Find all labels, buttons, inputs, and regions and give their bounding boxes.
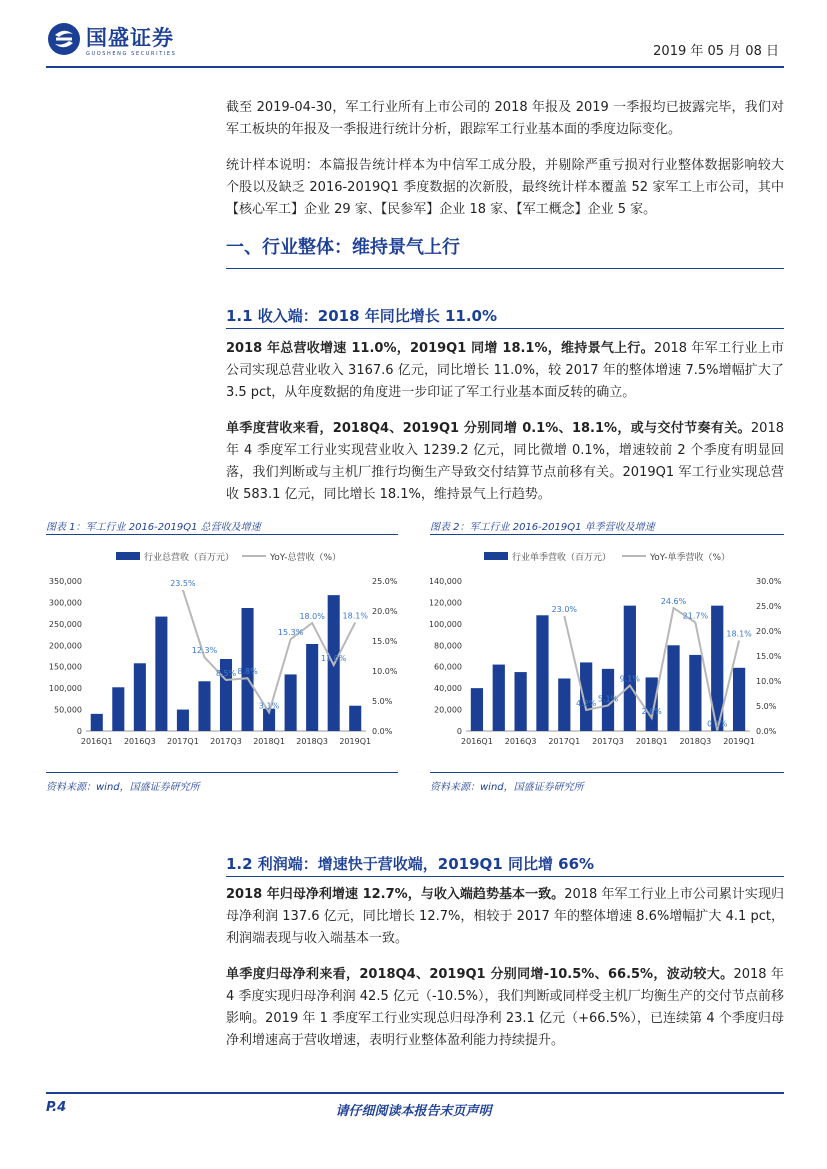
- bar-2018Q2: [285, 674, 297, 731]
- section-1-2-body: [226, 884, 784, 1052]
- y-left-tick-label: 300,000: [48, 598, 82, 608]
- bar-2019Q1: [733, 668, 745, 731]
- y-left-tick-label: 0: [76, 727, 82, 736]
- report-date: 2019 年 05 月 08 日: [653, 44, 779, 59]
- y-right-tick-label: 20.0%: [372, 607, 398, 616]
- y-right-tick-label: 0.0%: [756, 727, 777, 736]
- figure-2-title-divider: [430, 534, 784, 535]
- bar-2017Q2: [198, 681, 210, 731]
- bar-2016Q4: [155, 617, 167, 731]
- bar-2018Q3: [306, 644, 318, 731]
- guosheng-logo-icon: [46, 22, 82, 56]
- y-left-tick-label: 350,000: [48, 577, 82, 586]
- yoy-point-label: 23.0%: [551, 605, 578, 614]
- yoy-point-label: 3.1%: [258, 701, 280, 711]
- y-left-tick-label: 100,000: [48, 684, 82, 694]
- y-right-tick-label: 30.0%: [756, 577, 782, 586]
- bar-2016Q4: [536, 615, 548, 731]
- page-number: P.4: [46, 1100, 67, 1115]
- bar-2016Q3: [134, 663, 146, 731]
- y-left-tick-label: 200,000: [48, 641, 82, 651]
- footer-disclaimer: 请仔细阅读本报告末页声明: [335, 1104, 492, 1119]
- bar-2018Q1: [646, 677, 658, 731]
- yoy-point-label: 0.1%: [707, 719, 728, 729]
- revenue-paragraph-1-lead: 2018 年总营收增速 11.0%，2019Q1 同增 18.1%，维持景气上行。: [226, 341, 654, 356]
- legend-line-label: YoY-单季营收（%）: [650, 553, 731, 563]
- y-left-tick-label: 100,000: [430, 619, 462, 629]
- header-divider: [46, 66, 784, 68]
- brand-name: 国盛证券: [86, 26, 174, 50]
- x-tick-label: 2018Q1: [253, 737, 285, 746]
- bar-2017Q1: [558, 679, 570, 732]
- profit-paragraph-1-text: 2018 年军工行业上市公司累计实现归母净利润 137.6 亿元，同比增长 12.7%，相较于 2017 年的整体增速 8.6%增幅扩大 4.1 pct，利润端表现与收入端基本一致。: [226, 887, 784, 946]
- intro-section: [226, 97, 784, 221]
- x-tick-label: 2016Q1: [461, 737, 493, 746]
- y-right-tick-label: 25.0%: [372, 577, 398, 586]
- y-right-tick-label: 25.0%: [756, 602, 782, 611]
- yoy-point-label: 4.2%: [575, 699, 597, 708]
- bar-2018Q2: [667, 645, 679, 731]
- figure-1-source-divider: [46, 772, 398, 773]
- y-left-tick-label: 120,000: [430, 598, 462, 608]
- brand-subtitle: GUOSHENG SECURITIES: [86, 51, 177, 57]
- section-1-2-heading: 1.2 利润端：增速快于营收端，2019Q1 同比增 66%: [226, 855, 595, 873]
- bar-2016Q2: [112, 687, 124, 731]
- x-tick-label: 2019Q1: [339, 737, 372, 746]
- bar-2016Q1: [91, 714, 103, 731]
- figure-2-source-divider: [430, 772, 784, 773]
- y-left-tick-label: 60,000: [434, 662, 462, 672]
- page-header: [0, 0, 827, 80]
- bar-2018Q3: [689, 655, 701, 731]
- revenue-paragraph-2: [226, 418, 784, 506]
- legend-bar-label: 行业总营收（百万元）: [144, 553, 235, 563]
- y-left-tick-label: 40,000: [434, 684, 462, 694]
- section-1-1-divider: [226, 328, 784, 329]
- profit-paragraph-1: [226, 884, 784, 950]
- revenue-paragraph-1-text: 2018 年军工行业上市公司实现总营业收入 3167.6 亿元，同比增长 11.0%，较 2017 年的整体增速 7.5%增幅扩大了 3.5 pct，从年度数据的角度进一步印证了军工行业基本面反转的确立。: [226, 341, 785, 400]
- x-tick-label: 2019Q1: [723, 737, 755, 746]
- yoy-point-label: 12.3%: [191, 646, 218, 656]
- x-tick-label: 2017Q1: [167, 737, 199, 746]
- yoy-point-label: 8.5%: [215, 669, 237, 678]
- x-tick-label: 2016Q3: [123, 737, 156, 746]
- chart-total-revenue-svg: [46, 545, 398, 767]
- legend-bar-swatch: [484, 552, 508, 560]
- yoy-point-label: 2.6%: [641, 707, 662, 716]
- bar-2017Q1: [177, 710, 189, 731]
- revenue-paragraph-2-lead: 单季度营收来看，2018Q4、2019Q1 分别同增 0.1%、18.1%，或与交付节奏有关。: [226, 421, 751, 436]
- y-left-tick-label: 0: [456, 727, 462, 736]
- figure-1-source: 资料来源：wind，国盛证券研究所: [46, 782, 200, 793]
- figure-1-title: 图表 1：军工行业 2016-2019Q1 总营收及增速: [46, 522, 261, 533]
- x-tick-label: 2018Q3: [679, 737, 712, 746]
- y-left-tick-label: 140,000: [430, 577, 462, 586]
- yoy-point-label: 23.5%: [170, 579, 196, 588]
- y-left-tick-label: 150,000: [48, 662, 82, 672]
- yoy-point-label: 9.1%: [619, 674, 641, 684]
- figure-2-source: 资料来源：wind，国盛证券研究所: [430, 782, 584, 793]
- section-1-2-divider: [226, 876, 784, 877]
- bar-2019Q1: [349, 706, 361, 731]
- x-tick-label: 2018Q1: [635, 737, 668, 746]
- section-1-heading: 一、行业整体：维持景气上行: [226, 237, 460, 258]
- revenue-paragraph-1: [226, 338, 784, 404]
- y-right-tick-label: 10.0%: [756, 677, 782, 686]
- y-right-tick-label: 5.0%: [756, 702, 777, 711]
- bar-2017Q2: [580, 662, 592, 731]
- y-right-tick-label: 5.0%: [372, 697, 393, 706]
- profit-paragraph-1-lead: 2018 年归母净利增速 12.7%，与收入端趋势基本一致。: [226, 887, 565, 902]
- x-tick-label: 2017Q1: [548, 737, 581, 746]
- chart-quarterly-revenue-svg: [430, 545, 784, 767]
- x-tick-label: 2017Q3: [592, 737, 624, 746]
- y-right-tick-label: 0.0%: [372, 727, 393, 736]
- profit-paragraph-2: [226, 964, 784, 1052]
- x-tick-label: 2016Q3: [504, 737, 537, 746]
- legend-bar-label: 行业单季营收（百万元）: [512, 553, 612, 563]
- y-right-tick-label: 15.0%: [756, 652, 782, 661]
- yoy-point-label: 18.0%: [299, 612, 325, 621]
- y-right-tick-label: 20.0%: [756, 627, 782, 636]
- bar-2016Q3: [514, 672, 526, 731]
- chart-quarterly-revenue: [430, 545, 784, 771]
- legend-line-label: YoY-总营收（%）: [270, 553, 342, 563]
- yoy-point-label: 24.6%: [660, 597, 687, 606]
- y-left-tick-label: 80,000: [434, 641, 462, 651]
- figure-1-title-divider: [46, 534, 398, 535]
- yoy-point-label: 18.1%: [342, 611, 368, 621]
- y-left-tick-label: 50,000: [54, 705, 82, 715]
- profit-paragraph-2-text: 2018 年 4 季度实现归母净利润 42.5 亿元（-10.5%），我们判断或同样受主机厂均衡生产的交付节点前移影响。2019 年 1 季度军工行业实现总归母净利 23.1 亿元（+66.5%），已连续第 4 个季度归母净利增速高于营收增速，表明行业整体盈利能力持续提升。: [226, 967, 784, 1048]
- legend-bar-swatch: [116, 552, 140, 560]
- profit-paragraph-2-lead: 单季度归母净利来看，2018Q4、2019Q1 分别同增-10.5%、66.5%，波动较大。: [226, 967, 734, 982]
- bar-2016Q1: [471, 688, 483, 731]
- bar-2016Q2: [493, 665, 505, 731]
- yoy-point-label: 11.0%: [320, 654, 347, 663]
- intro-paragraph-2: 统计样本说明：本篇报告统计样本为中信军工成分股，并剔除严重亏损对行业整体数据影响较大个股以及缺乏 2016-2019Q1 季度数据的次新股，最终统计样本覆盖 52 家军工上市公司，其中【核心军工】企业 29 家、【民参军】企业 18 家、【军工概念】企业 5 家。: [226, 158, 784, 217]
- yoy-point-label: 8.8%: [237, 667, 258, 677]
- yoy-point-label: 15.3%: [277, 628, 304, 638]
- y-right-tick-label: 10.0%: [372, 667, 398, 676]
- section-1-1-body: [226, 338, 784, 506]
- section-1-divider: [226, 268, 784, 269]
- y-left-tick-label: 20,000: [434, 705, 462, 715]
- bar-2017Q4: [624, 606, 636, 731]
- revenue-paragraph-2-text: 2018 年 4 季度军工行业实现营业收入 1239.2 亿元，同比微增 0.1%，增速较前 2 个季度有明显回落，我们判断或与主机厂推行均衡生产导致交付结算节点前移有关。2019Q1 军工行业实现总营收 583.1 亿元，同比增长 18.1%，维持景气上行趋势。: [226, 421, 784, 502]
- x-tick-label: 2018Q3: [296, 737, 329, 746]
- yoy-point-label: 21.7%: [682, 611, 709, 621]
- chart-total-revenue: [46, 545, 398, 771]
- yoy-point-label: 18.1%: [726, 629, 752, 639]
- yoy-point-label: 5.1%: [597, 694, 619, 704]
- section-1-1-heading: 1.1 收入端：2018 年同比增长 11.0%: [226, 307, 498, 325]
- y-right-tick-label: 15.0%: [372, 637, 398, 646]
- x-tick-label: 2017Q3: [210, 737, 242, 746]
- y-left-tick-label: 250,000: [48, 619, 82, 629]
- figure-2-title: 图表 2：军工行业 2016-2019Q1 单季营收及增速: [430, 522, 655, 533]
- intro-paragraph-1: 截至 2019-04-30，军工行业所有上市公司的 2018 年报及 2019 一季报均已披露完毕，我们对军工板块的年报及一季报进行统计分析，跟踪军工行业基本面的季度边际变化。: [226, 100, 784, 137]
- x-tick-label: 2016Q1: [80, 737, 113, 746]
- footer-divider: [46, 1092, 784, 1094]
